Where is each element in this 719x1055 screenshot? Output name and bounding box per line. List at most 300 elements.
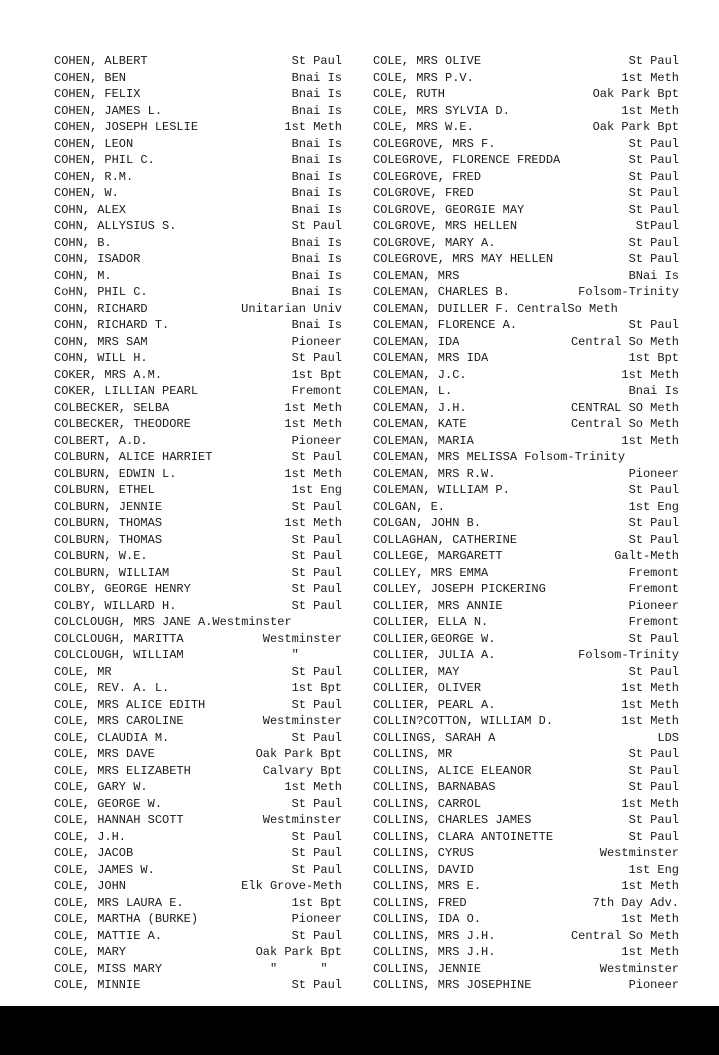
entry-name: COLEMAN, DUILLER F. CentralSo Meth xyxy=(373,301,618,316)
entry-name: COLLIER, JULIA A. xyxy=(373,648,496,662)
directory-entry xyxy=(54,152,342,169)
entry-name: COLEMAN, MARIA xyxy=(373,433,474,448)
entry-affiliation: Fremont xyxy=(628,565,679,580)
entry-affiliation: 1st Eng xyxy=(628,862,679,877)
entry-name: COLE, MRS W.E. xyxy=(373,120,474,134)
directory-entry xyxy=(373,251,679,268)
entry-name: COLCLOUGH, WILLIAM xyxy=(54,648,184,662)
entry-name: COLLIER,GEORGE W. xyxy=(373,631,496,646)
entry-affiliation: Bnai Is xyxy=(291,87,342,101)
entry-name: COLLINS, JENNIE xyxy=(373,961,482,976)
entry-affiliation: StPaul xyxy=(635,219,679,233)
directory-entry xyxy=(54,317,342,334)
directory-entry xyxy=(54,433,342,450)
directory-entry xyxy=(54,961,342,978)
directory-entry xyxy=(54,185,342,202)
entry-name: COLE, REV. A. L. xyxy=(54,681,170,695)
entry-name: COLEMAN, KATE xyxy=(373,417,467,431)
entry-name: COLLAGHAN, CATHERINE xyxy=(373,532,518,547)
entry-name: COLE, GARY W. xyxy=(54,780,148,794)
entry-name: COLE, MR xyxy=(54,664,112,679)
entry-affiliation: BNai Is xyxy=(628,268,679,283)
entry-affiliation: St Paul xyxy=(291,549,342,563)
entry-affiliation: St Paul xyxy=(291,54,342,68)
entry-affiliation: St Paul xyxy=(628,136,679,151)
entry-affiliation: Bnai Is xyxy=(291,70,342,85)
directory-entry xyxy=(54,532,342,549)
directory-entry xyxy=(54,664,342,681)
entry-name: COLEMAN, IDA xyxy=(373,334,460,349)
entry-affiliation: St Paul xyxy=(291,796,342,811)
entry-name: COHN, RICHARD T. xyxy=(54,318,170,332)
directory-entry xyxy=(373,730,679,747)
entry-name: COLLINS, DAVID xyxy=(373,862,474,877)
entry-affiliation: Bnai Is xyxy=(291,252,342,266)
entry-name: COLEMAN, MRS xyxy=(373,268,460,283)
entry-name: CoHN, PHIL C. xyxy=(54,285,148,299)
entry-affiliation: 1st Bpt xyxy=(628,351,679,365)
directory-entry xyxy=(373,977,679,994)
entry-name: COLCLOUGH, MRS JANE A.Westminster xyxy=(54,615,292,629)
directory-entry xyxy=(54,86,342,103)
entry-name: COLEMAN, MRS IDA xyxy=(373,351,489,365)
entry-affiliation: Central So Meth xyxy=(570,928,679,943)
entry-affiliation: Oak Park Bpt xyxy=(255,747,342,761)
entry-affiliation: Pioneer xyxy=(628,978,679,992)
entry-name: COLEMAN, MRS MELISSA Folsom-Trinity xyxy=(373,450,626,464)
directory-entry xyxy=(373,680,679,697)
entry-name: COHN, MRS SAM xyxy=(54,334,148,349)
entry-name: COLE, GEORGE W. xyxy=(54,796,163,811)
directory-entry xyxy=(54,713,342,730)
directory-entry xyxy=(54,598,342,615)
directory-entry xyxy=(54,466,342,483)
entry-affiliation: Westminster xyxy=(262,631,342,646)
entry-name: COLLINS, MRS J.H. xyxy=(373,928,496,943)
directory-entry xyxy=(373,103,679,120)
entry-name: COHN, ALEX xyxy=(54,202,127,217)
entry-name: COLEMAN, FLORENCE A. xyxy=(373,318,518,332)
directory-entry xyxy=(373,614,679,631)
entry-affiliation: 1st Bpt xyxy=(291,895,342,910)
entry-name: COLCLOUGH, MARITTA xyxy=(54,631,184,646)
entry-affiliation: CENTRAL SO Meth xyxy=(570,400,679,415)
entry-affiliation: St Paul xyxy=(628,813,679,827)
entry-name: COLLIER, OLIVER xyxy=(373,681,482,695)
entry-affiliation: St Paul xyxy=(628,532,679,547)
entry-affiliation: 1st Eng xyxy=(291,483,342,497)
entry-affiliation: St Paul xyxy=(628,318,679,332)
entry-affiliation: Bnai Is xyxy=(291,186,342,200)
directory-entry xyxy=(54,565,342,582)
directory-entry xyxy=(54,235,342,252)
directory-entry xyxy=(373,763,679,780)
entry-name: COLGROVE, FRED xyxy=(373,186,474,200)
entry-affiliation: 1st Meth xyxy=(621,945,679,959)
entry-name: COLBURN, JENNIE xyxy=(54,499,163,514)
entry-name: COLE, JACOB xyxy=(54,846,134,860)
entry-name: COHEN, W. xyxy=(54,186,119,200)
entry-affiliation: Central So Meth xyxy=(570,334,679,349)
entry-affiliation: Folsom-Trinity xyxy=(578,648,679,662)
directory-entry xyxy=(373,169,679,186)
entry-name: COLGROVE, MARY A. xyxy=(373,235,496,250)
entry-affiliation: Galt-Meth xyxy=(614,549,679,563)
entry-name: COHEN, LEON xyxy=(54,136,134,151)
directory-entry xyxy=(54,284,342,301)
directory-entry xyxy=(54,614,342,631)
entry-name: COLLIER, PEARL A. xyxy=(373,697,496,712)
entry-affiliation: St Paul xyxy=(291,928,342,943)
directory-entry xyxy=(54,730,342,747)
entry-affiliation: St Paul xyxy=(291,862,342,877)
entry-affiliation: Bnai Is xyxy=(291,103,342,118)
entry-affiliation: Calvary Bpt xyxy=(262,763,342,778)
entry-name: COLEMAN, J.H. xyxy=(373,400,467,415)
directory-entry xyxy=(373,53,679,70)
entry-affiliation: Bnai Is xyxy=(291,235,342,250)
entry-affiliation: St Paul xyxy=(291,450,342,464)
directory-entry xyxy=(373,647,679,664)
directory-entry xyxy=(373,878,679,895)
entry-affiliation: Pioneer xyxy=(628,466,679,481)
entry-affiliation: 1st Meth xyxy=(284,417,342,431)
entry-affiliation: St Paul xyxy=(291,829,342,844)
entry-affiliation: 1st Meth xyxy=(621,879,679,893)
entry-affiliation: St Paul xyxy=(628,780,679,794)
entry-name: COLGROVE, GEORGIE MAY xyxy=(373,202,525,217)
directory-entry xyxy=(373,416,679,433)
entry-affiliation: Pioneer xyxy=(291,334,342,349)
entry-affiliation: St Paul xyxy=(628,631,679,646)
entry-affiliation: Bnai Is xyxy=(291,153,342,167)
entry-affiliation: 1st Eng xyxy=(628,499,679,514)
entry-affiliation: 1st Meth xyxy=(284,780,342,794)
entry-name: COLLIN?COTTON, WILLIAM D. xyxy=(373,714,554,728)
entry-affiliation: LDS xyxy=(657,730,679,745)
entry-name: COLE, MRS SYLVIA D. xyxy=(373,103,510,118)
entry-affiliation: " " xyxy=(269,961,342,976)
directory-entry xyxy=(54,928,342,945)
entry-affiliation: St Paul xyxy=(291,664,342,679)
directory-entry xyxy=(54,416,342,433)
directory-entry xyxy=(54,119,342,136)
entry-affiliation: St Paul xyxy=(291,219,342,233)
directory-entry xyxy=(373,961,679,978)
entry-name: COLEMAN, CHARLES B. xyxy=(373,285,510,299)
entry-affiliation: St Paul xyxy=(291,499,342,514)
entry-name: COLLINS, ALICE ELEANOR xyxy=(373,763,532,778)
entry-affiliation: St Paul xyxy=(628,153,679,167)
directory-entry xyxy=(373,86,679,103)
directory-entry xyxy=(373,218,679,235)
entry-name: COLEGROVE, FRED xyxy=(373,169,482,184)
directory-entry xyxy=(54,829,342,846)
entry-name: COLEMAN, WILLIAM P. xyxy=(373,483,510,497)
entry-name: COHN, ISADOR xyxy=(54,252,141,266)
directory-entry xyxy=(54,383,342,400)
entry-name: COLGAN, JOHN B. xyxy=(373,516,482,530)
entry-affiliation: St Paul xyxy=(628,483,679,497)
entry-name: COLBERT, A.D. xyxy=(54,433,148,448)
entry-name: COLLINS, MRS J.H. xyxy=(373,945,496,959)
entry-name: COLLIER, ELLA N. xyxy=(373,615,489,629)
entry-affiliation: Bnai Is xyxy=(291,285,342,299)
directory-entry xyxy=(373,581,679,598)
entry-name: COLLINS, BARNABAS xyxy=(373,780,496,794)
entry-name: COLE, MATTIE A. xyxy=(54,928,163,943)
directory-entry xyxy=(373,317,679,334)
directory-entry xyxy=(54,977,342,994)
directory-entry xyxy=(54,367,342,384)
directory-entry xyxy=(54,878,342,895)
directory-entry xyxy=(373,928,679,945)
entry-affiliation: Elk Grove-Meth xyxy=(241,879,342,893)
directory-entry xyxy=(54,169,342,186)
entry-affiliation: 1st Bpt xyxy=(291,681,342,695)
entry-name: COLBURN, ALICE HARRIET xyxy=(54,450,213,464)
directory-entry xyxy=(54,862,342,879)
entry-affiliation: Pioneer xyxy=(628,598,679,613)
directory-entry xyxy=(54,449,342,466)
entry-name: COHN, M. xyxy=(54,268,112,283)
entry-affiliation: St Paul xyxy=(628,516,679,530)
directory-entry xyxy=(373,350,679,367)
entry-affiliation: Westminster xyxy=(599,961,679,976)
entry-name: COLLIER, MRS ANNIE xyxy=(373,598,503,613)
entry-affiliation: St Paul xyxy=(291,846,342,860)
entry-name: COLE, CLAUDIA M. xyxy=(54,730,170,745)
entry-name: COLEGROVE, MRS MAY HELLEN xyxy=(373,252,554,266)
entry-affiliation: 1st Meth xyxy=(621,367,679,382)
entry-affiliation: St Paul xyxy=(291,697,342,712)
directory-entry xyxy=(373,779,679,796)
entry-name: COLLINS, CARROL xyxy=(373,796,482,811)
entry-affiliation: Westminster xyxy=(262,813,342,827)
entry-affiliation: St Paul xyxy=(628,747,679,761)
entry-affiliation: Westminster xyxy=(262,714,342,728)
directory-entry xyxy=(54,581,342,598)
entry-affiliation: Central So Meth xyxy=(570,417,679,431)
entry-affiliation: Fremont xyxy=(628,615,679,629)
entry-affiliation: St Paul xyxy=(628,763,679,778)
entry-name: COLE, MRS CAROLINE xyxy=(54,714,184,728)
directory-entry xyxy=(54,136,342,153)
entry-affiliation: Bnai Is xyxy=(291,318,342,332)
directory-entry xyxy=(54,631,342,648)
directory-entry xyxy=(54,334,342,351)
directory-entry xyxy=(54,647,342,664)
entry-affiliation: Oak Park Bpt xyxy=(592,87,679,101)
entry-name: COHEN, BEN xyxy=(54,70,127,85)
entry-name: COLE, MRS OLIVE xyxy=(373,54,482,68)
entry-name: COHEN, ALBERT xyxy=(54,54,148,68)
directory-entry xyxy=(373,548,679,565)
directory-entry xyxy=(373,185,679,202)
entry-affiliation: 1st Meth xyxy=(284,516,342,530)
directory-entry xyxy=(54,796,342,813)
entry-affiliation: St Paul xyxy=(291,598,342,613)
directory-entry xyxy=(373,499,679,516)
entry-name: COLGROVE, MRS HELLEN xyxy=(373,219,518,233)
entry-name: COLE, MRS P.V. xyxy=(373,70,474,85)
entry-affiliation: St Paul xyxy=(291,532,342,547)
directory-entry xyxy=(373,598,679,615)
entry-name: COLLINS, MRS E. xyxy=(373,879,482,893)
entry-name: COHN, ALLYSIUS S. xyxy=(54,219,177,233)
entry-affiliation: 1st Meth xyxy=(284,120,342,134)
entry-name: COLEGROVE, FLORENCE FREDDA xyxy=(373,153,561,167)
entry-affiliation: Pioneer xyxy=(291,912,342,926)
directory-entry xyxy=(54,697,342,714)
entry-affiliation: Bnai Is xyxy=(291,169,342,184)
directory-entry xyxy=(373,482,679,499)
entry-affiliation: Westminster xyxy=(599,846,679,860)
entry-name: COHEN, JOSEPH LESLIE xyxy=(54,120,199,134)
entry-name: COLE, JOHN xyxy=(54,879,127,893)
entry-name: COLE, HANNAH SCOTT xyxy=(54,813,184,827)
directory-entry xyxy=(54,746,342,763)
directory-entry xyxy=(54,301,342,318)
entry-affiliation: Unitarian Univ xyxy=(241,301,342,316)
directory-entry xyxy=(373,697,679,714)
entry-affiliation: Oak Park Bpt xyxy=(255,945,342,959)
entry-name: COHEN, R.M. xyxy=(54,169,134,184)
entry-name: COLBURN, W.E. xyxy=(54,549,148,563)
directory-entry xyxy=(373,565,679,582)
directory-entry xyxy=(373,367,679,384)
entry-name: COLLEY, JOSEPH PICKERING xyxy=(373,582,546,596)
entry-name: COLE, MRS ELIZABETH xyxy=(54,763,191,778)
directory-entry xyxy=(54,499,342,516)
entry-name: COLE, MRS LAURA E. xyxy=(54,895,184,910)
entry-name: COLLINS, MR xyxy=(373,747,453,761)
entry-affiliation: St Paul xyxy=(628,664,679,679)
entry-affiliation: 1st Meth xyxy=(621,681,679,695)
directory-entry xyxy=(373,829,679,846)
entry-name: COLEMAN, L. xyxy=(373,384,453,398)
directory-entry xyxy=(54,202,342,219)
entry-affiliation: 7th Day Adv. xyxy=(592,895,679,910)
entry-name: COLEMAN, J.C. xyxy=(373,367,467,382)
entry-name: COLLEY, MRS EMMA xyxy=(373,565,489,580)
directory-entry xyxy=(373,449,679,466)
entry-name: COLLINS, FRED xyxy=(373,895,467,910)
entry-name: COKER, LILLIAN PEARL xyxy=(54,384,199,398)
directory-entry xyxy=(373,466,679,483)
entry-name: COLE, MRS DAVE xyxy=(54,747,155,761)
directory-entry xyxy=(373,284,679,301)
directory-entry xyxy=(54,53,342,70)
entry-name: COLE, J.H. xyxy=(54,829,127,844)
directory-entry xyxy=(54,218,342,235)
entry-affiliation: St Paul xyxy=(291,565,342,580)
directory-entry xyxy=(54,548,342,565)
directory-entry xyxy=(54,350,342,367)
entry-affiliation: 1st Meth xyxy=(621,433,679,448)
entry-name: COLE, RUTH xyxy=(373,87,446,101)
entry-name: COLBURN, THOMAS xyxy=(54,532,163,547)
directory-entry xyxy=(373,433,679,450)
directory-entry xyxy=(54,251,342,268)
directory-entry xyxy=(54,763,342,780)
entry-affiliation: 1st Meth xyxy=(621,912,679,926)
directory-entry xyxy=(373,301,679,318)
directory-entry xyxy=(373,796,679,813)
directory-entry xyxy=(373,845,679,862)
directory-entry xyxy=(373,631,679,648)
entry-affiliation: 1st Meth xyxy=(621,697,679,712)
entry-name: COLBURN, WILLIAM xyxy=(54,565,170,580)
entry-affiliation: St Paul xyxy=(291,730,342,745)
directory-entry xyxy=(373,911,679,928)
entry-name: COLLINS, CHARLES JAMES xyxy=(373,813,532,827)
directory-entry xyxy=(373,664,679,681)
entry-name: COLLINS, CLARA ANTOINETTE xyxy=(373,829,554,844)
directory-entry xyxy=(54,812,342,829)
column-gutter xyxy=(355,50,356,1006)
entry-name: COLBY, WILLARD H. xyxy=(54,598,177,613)
entry-name: COLLINS, IDA O. xyxy=(373,912,482,926)
entry-affiliation: St Paul xyxy=(291,351,342,365)
entry-affiliation: St Paul xyxy=(628,235,679,250)
entry-affiliation: Pioneer xyxy=(291,433,342,448)
entry-affiliation: Bnai Is xyxy=(291,136,342,151)
left-column xyxy=(54,53,342,994)
entry-affiliation: St Paul xyxy=(291,582,342,596)
entry-name: COHEN, JAMES L. xyxy=(54,103,163,118)
entry-name: COLLINGS, SARAH A xyxy=(373,730,496,745)
entry-name: COLE, MARY xyxy=(54,945,127,959)
entry-name: COLE, MISS MARY xyxy=(54,961,163,976)
entry-name: COKER, MRS A.M. xyxy=(54,367,163,382)
entry-name: COLE, MARTHA (BURKE) xyxy=(54,912,199,926)
entry-name: COLBURN, ETHEL xyxy=(54,483,155,497)
directory-entry xyxy=(373,70,679,87)
entry-name: COLE, JAMES W. xyxy=(54,862,155,877)
entry-affiliation: 1st Meth xyxy=(621,70,679,85)
entry-name: COLLINS, MRS JOSEPHINE xyxy=(373,978,532,992)
directory-entry xyxy=(373,202,679,219)
entry-affiliation: St Paul xyxy=(628,186,679,200)
directory-entry xyxy=(373,235,679,252)
entry-name: COHEN, FELIX xyxy=(54,87,141,101)
entry-affiliation: St Paul xyxy=(628,54,679,68)
directory-entry xyxy=(373,944,679,961)
directory-entry xyxy=(373,532,679,549)
entry-affiliation: 1st Bpt xyxy=(291,367,342,382)
entry-name: COLE, MRS ALICE EDITH xyxy=(54,697,206,712)
entry-name: COHN, WILL H. xyxy=(54,351,148,365)
directory-entry xyxy=(373,119,679,136)
entry-name: COLBURN, THOMAS xyxy=(54,516,163,530)
entry-affiliation: St Paul xyxy=(628,252,679,266)
directory-entry xyxy=(373,383,679,400)
entry-name: COLLEGE, MARGARETT xyxy=(373,549,503,563)
entry-affiliation: Fremont xyxy=(291,384,342,398)
entry-affiliation: Fremont xyxy=(628,582,679,596)
entry-affiliation: Bnai Is xyxy=(628,384,679,398)
directory-entry xyxy=(54,482,342,499)
entry-affiliation: 1st Meth xyxy=(621,714,679,728)
entry-name: COHN, RICHARD xyxy=(54,301,148,316)
directory-entry xyxy=(54,400,342,417)
entry-name: COLLIER, MAY xyxy=(373,664,460,679)
entry-affiliation: Oak Park Bpt xyxy=(592,120,679,134)
directory-entry xyxy=(54,911,342,928)
entry-name: COLE, MINNIE xyxy=(54,978,141,992)
entry-name: COLEMAN, MRS R.W. xyxy=(373,466,496,481)
